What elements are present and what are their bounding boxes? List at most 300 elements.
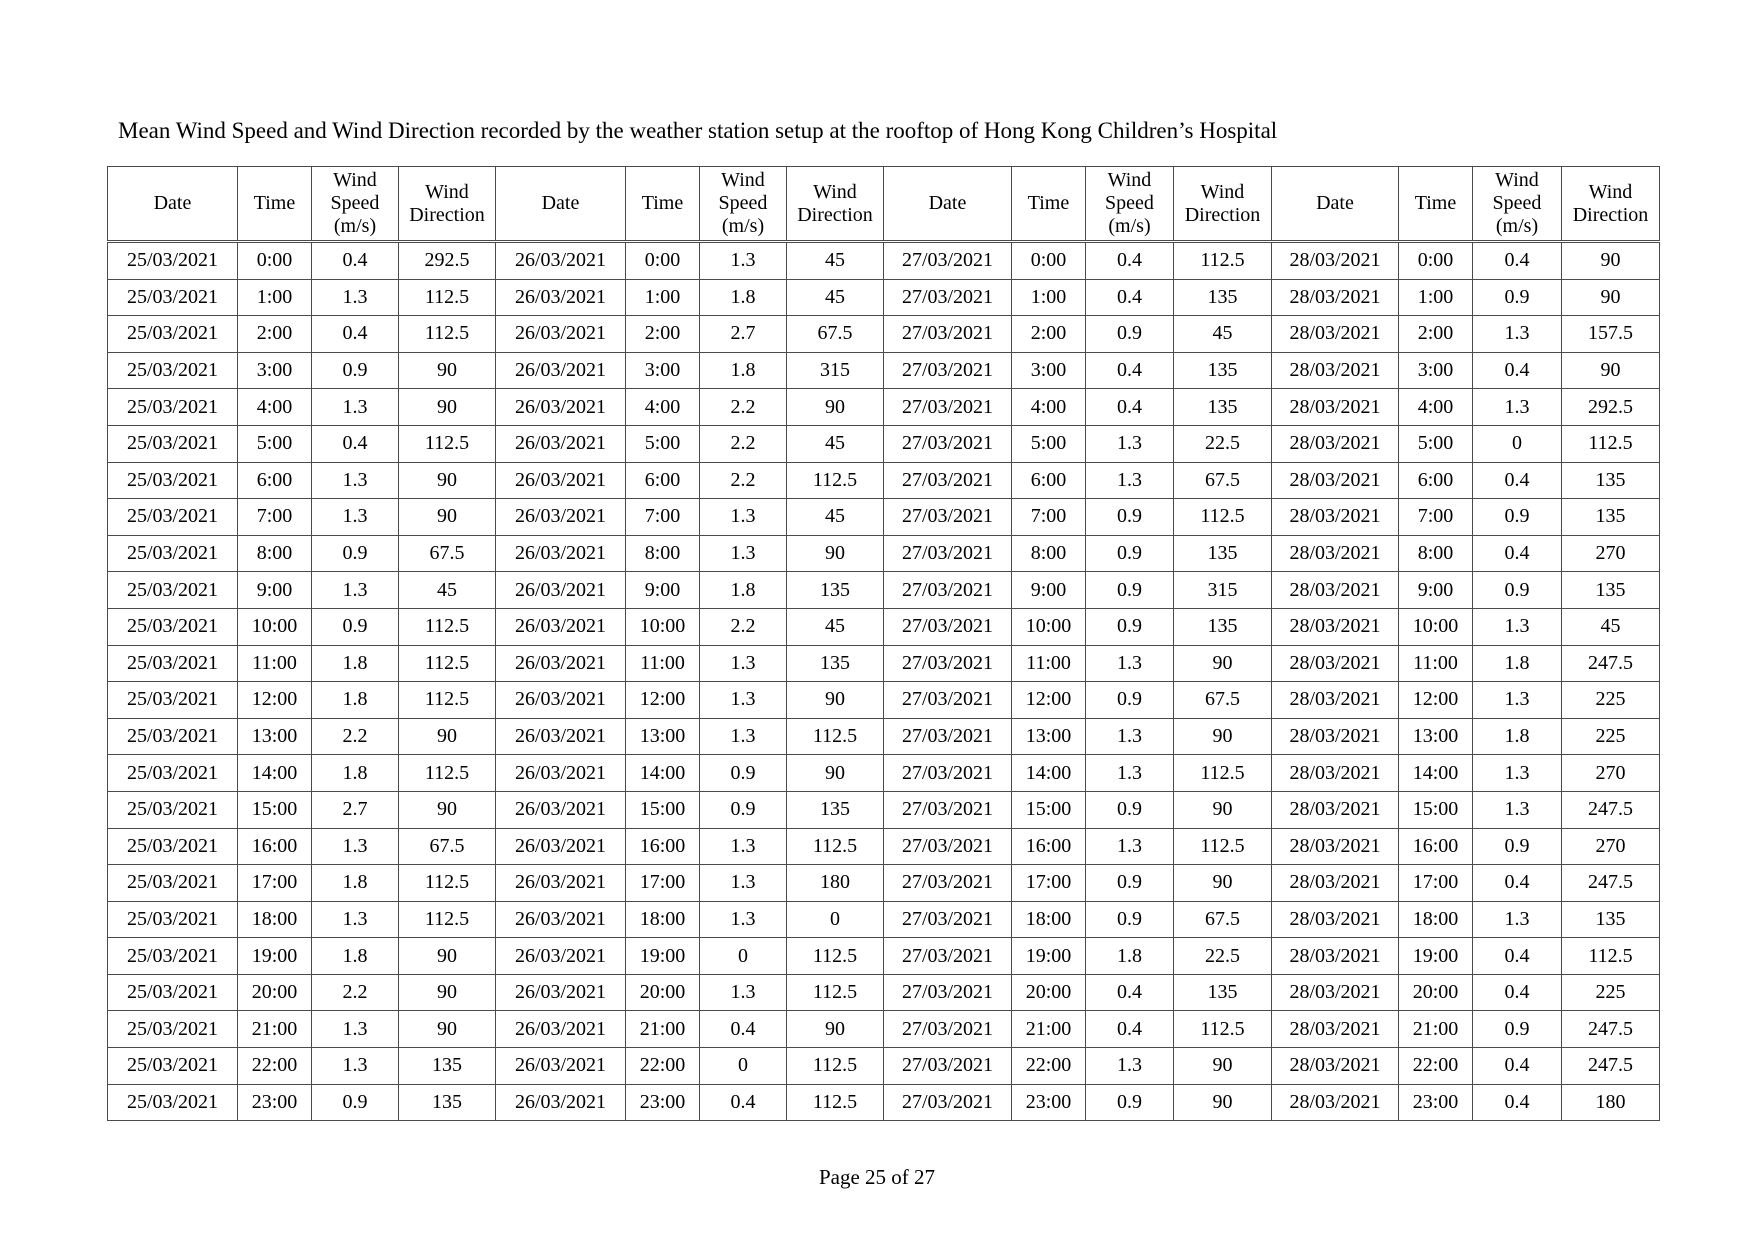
cell-wind-speed: 0.4: [1086, 389, 1174, 426]
cell-wind-speed: 0: [700, 1048, 787, 1085]
cell-wind-direction: 90: [399, 974, 496, 1011]
cell-time: 7:00: [1399, 499, 1473, 536]
cell-time: 19:00: [1012, 938, 1086, 975]
cell-wind-direction: 45: [787, 279, 884, 316]
cell-time: 16:00: [1399, 828, 1473, 865]
cell-date: 28/03/2021: [1272, 462, 1399, 499]
cell-wind-speed: 1.3: [312, 1048, 399, 1085]
cell-wind-speed: 1.3: [700, 499, 787, 536]
cell-wind-speed: 2.2: [700, 389, 787, 426]
cell-wind-speed: 1.3: [1473, 608, 1562, 645]
cell-wind-speed: 0: [1473, 425, 1562, 462]
cell-time: 9:00: [1012, 572, 1086, 609]
cell-wind-speed: 2.7: [700, 316, 787, 353]
table-row: [108, 865, 1660, 902]
cell-date: 26/03/2021: [496, 718, 626, 755]
cell-date: 28/03/2021: [1272, 718, 1399, 755]
cell-time: 4:00: [626, 389, 700, 426]
cell-time: 15:00: [238, 791, 312, 828]
table-row: [108, 425, 1660, 462]
cell-date: 28/03/2021: [1272, 682, 1399, 719]
cell-wind-speed: 1.3: [700, 242, 787, 280]
header-time: Time: [1399, 167, 1473, 242]
cell-time: 8:00: [1012, 535, 1086, 572]
cell-wind-speed: 1.3: [1473, 755, 1562, 792]
cell-wind-speed: 1.3: [312, 389, 399, 426]
table-row: [108, 352, 1660, 389]
cell-time: 18:00: [1012, 901, 1086, 938]
cell-time: 10:00: [1012, 608, 1086, 645]
cell-time: 23:00: [1399, 1084, 1473, 1121]
cell-wind-direction: 45: [1562, 608, 1660, 645]
cell-wind-speed: 0.4: [1473, 535, 1562, 572]
page-number: Page 25 of 27: [818, 1165, 936, 1189]
cell-time: 22:00: [1399, 1048, 1473, 1085]
cell-wind-direction: 270: [1562, 755, 1660, 792]
cell-wind-speed: 0.9: [1086, 1084, 1174, 1121]
cell-time: 16:00: [1012, 828, 1086, 865]
cell-wind-direction: 112.5: [399, 755, 496, 792]
cell-time: 0:00: [238, 242, 312, 280]
cell-time: 17:00: [626, 865, 700, 902]
cell-wind-direction: 135: [1174, 608, 1272, 645]
cell-wind-direction: 135: [1174, 352, 1272, 389]
cell-wind-direction: 270: [1562, 535, 1660, 572]
table-row: [108, 974, 1660, 1011]
header-wind-speed-line: (m/s): [1108, 215, 1151, 237]
cell-wind-direction: 247.5: [1562, 791, 1660, 828]
cell-wind-direction: 0: [787, 901, 884, 938]
header-wind-speed: [700, 167, 787, 242]
table-row: [108, 828, 1660, 865]
cell-wind-speed: 0.9: [700, 791, 787, 828]
cell-wind-direction: 90: [787, 755, 884, 792]
cell-wind-speed: 1.3: [700, 645, 787, 682]
cell-time: 10:00: [1399, 608, 1473, 645]
cell-time: 6:00: [238, 462, 312, 499]
header-wind-direction-line: Wind: [813, 180, 857, 203]
header-date: Date: [884, 167, 1012, 242]
cell-time: 13:00: [238, 718, 312, 755]
cell-date: 28/03/2021: [1272, 535, 1399, 572]
cell-wind-direction: 90: [399, 352, 496, 389]
cell-time: 19:00: [1399, 938, 1473, 975]
cell-time: 11:00: [1399, 645, 1473, 682]
cell-date: 25/03/2021: [108, 1048, 238, 1085]
cell-wind-speed: 1.3: [312, 901, 399, 938]
cell-wind-speed: 1.3: [1086, 828, 1174, 865]
header-wind-speed-line: Wind: [1107, 169, 1152, 191]
cell-wind-speed: 1.3: [700, 718, 787, 755]
cell-date: 25/03/2021: [108, 974, 238, 1011]
cell-date: 25/03/2021: [108, 279, 238, 316]
cell-date: 28/03/2021: [1272, 499, 1399, 536]
cell-wind-direction: 90: [1174, 718, 1272, 755]
cell-wind-direction: 112.5: [787, 1048, 884, 1085]
header-wind-direction: [787, 167, 884, 242]
cell-date: 27/03/2021: [884, 425, 1012, 462]
cell-wind-speed: 2.2: [700, 425, 787, 462]
cell-time: 11:00: [626, 645, 700, 682]
cell-date: 25/03/2021: [108, 645, 238, 682]
header-wind-speed-line: Wind: [333, 169, 377, 191]
cell-date: 25/03/2021: [108, 682, 238, 719]
cell-time: 19:00: [626, 938, 700, 975]
table-row: [108, 645, 1660, 682]
cell-date: 26/03/2021: [496, 425, 626, 462]
cell-date: 26/03/2021: [496, 499, 626, 536]
cell-date: 27/03/2021: [884, 938, 1012, 975]
cell-date: 27/03/2021: [884, 572, 1012, 609]
cell-time: 3:00: [626, 352, 700, 389]
cell-date: 28/03/2021: [1272, 828, 1399, 865]
cell-time: 4:00: [238, 389, 312, 426]
cell-date: 26/03/2021: [496, 755, 626, 792]
cell-wind-speed: 0.4: [1086, 974, 1174, 1011]
cell-wind-speed: 1.3: [700, 682, 787, 719]
cell-wind-speed: 2.2: [312, 718, 399, 755]
cell-wind-direction: 135: [787, 572, 884, 609]
cell-time: 20:00: [1012, 974, 1086, 1011]
cell-date: 26/03/2021: [496, 645, 626, 682]
header-wind-speed-line: Speed: [718, 192, 768, 214]
cell-date: 28/03/2021: [1272, 791, 1399, 828]
cell-wind-speed: 1.3: [1086, 425, 1174, 462]
cell-time: 13:00: [1399, 718, 1473, 755]
cell-date: 27/03/2021: [884, 242, 1012, 280]
cell-wind-speed: 0.4: [1473, 938, 1562, 975]
cell-date: 27/03/2021: [884, 279, 1012, 316]
cell-wind-direction: 135: [1562, 572, 1660, 609]
cell-wind-speed: 0: [700, 938, 787, 975]
cell-wind-speed: 0.4: [312, 425, 399, 462]
cell-wind-direction: 135: [399, 1048, 496, 1085]
cell-time: 6:00: [1399, 462, 1473, 499]
cell-wind-speed: 0.4: [1473, 462, 1562, 499]
cell-wind-direction: 45: [399, 572, 496, 609]
cell-wind-speed: 1.3: [700, 974, 787, 1011]
cell-date: 25/03/2021: [108, 608, 238, 645]
cell-wind-speed: 1.3: [1086, 462, 1174, 499]
cell-wind-speed: 0.4: [1086, 242, 1174, 280]
cell-time: 7:00: [238, 499, 312, 536]
cell-date: 25/03/2021: [108, 499, 238, 536]
cell-wind-direction: 112.5: [1562, 938, 1660, 975]
header-wind-direction: [1174, 167, 1272, 242]
cell-time: 5:00: [1399, 425, 1473, 462]
cell-wind-direction: 22.5: [1174, 425, 1272, 462]
cell-time: 2:00: [238, 316, 312, 353]
cell-time: 4:00: [1399, 389, 1473, 426]
cell-wind-direction: 292.5: [399, 242, 496, 280]
cell-wind-direction: 67.5: [399, 828, 496, 865]
header-wind-speed-line: (m/s): [721, 215, 765, 237]
cell-time: 5:00: [1012, 425, 1086, 462]
cell-wind-direction: 67.5: [1174, 682, 1272, 719]
cell-wind-speed: 1.3: [1086, 645, 1174, 682]
cell-time: 9:00: [238, 572, 312, 609]
cell-date: 26/03/2021: [496, 974, 626, 1011]
cell-wind-direction: 135: [1174, 535, 1272, 572]
cell-wind-direction: 135: [1174, 974, 1272, 1011]
cell-time: 6:00: [1012, 462, 1086, 499]
cell-wind-direction: 112.5: [1174, 1011, 1272, 1048]
cell-date: 25/03/2021: [108, 462, 238, 499]
table-row: [108, 682, 1660, 719]
cell-date: 25/03/2021: [108, 572, 238, 609]
header-wind-direction-line: Wind: [1200, 180, 1245, 203]
cell-wind-direction: 135: [787, 645, 884, 682]
cell-wind-speed: 1.8: [1473, 645, 1562, 682]
cell-date: 25/03/2021: [108, 755, 238, 792]
cell-wind-direction: 112.5: [1174, 499, 1272, 536]
cell-time: 22:00: [626, 1048, 700, 1085]
cell-time: 8:00: [626, 535, 700, 572]
cell-wind-speed: 0.9: [312, 535, 399, 572]
cell-date: 25/03/2021: [108, 242, 238, 280]
cell-wind-direction: 112.5: [399, 645, 496, 682]
cell-date: 26/03/2021: [496, 682, 626, 719]
cell-wind-speed: 0.9: [700, 755, 787, 792]
cell-wind-direction: 112.5: [399, 279, 496, 316]
header-wind-direction-line: Direction: [1184, 203, 1261, 226]
cell-wind-direction: 112.5: [787, 974, 884, 1011]
cell-wind-speed: 1.3: [700, 901, 787, 938]
cell-wind-speed: 0.9: [1086, 865, 1174, 902]
cell-time: 21:00: [1012, 1011, 1086, 1048]
cell-time: 2:00: [626, 316, 700, 353]
cell-time: 5:00: [626, 425, 700, 462]
cell-wind-direction: 90: [1562, 242, 1660, 280]
cell-date: 25/03/2021: [108, 1011, 238, 1048]
cell-date: 25/03/2021: [108, 1084, 238, 1121]
cell-wind-direction: 22.5: [1174, 938, 1272, 975]
cell-time: 0:00: [1399, 242, 1473, 280]
cell-wind-speed: 1.8: [312, 645, 399, 682]
cell-wind-speed: 0.4: [1473, 974, 1562, 1011]
table-row: [108, 316, 1660, 353]
cell-time: 17:00: [1012, 865, 1086, 902]
cell-date: 25/03/2021: [108, 791, 238, 828]
cell-wind-speed: 0.4: [1086, 1011, 1174, 1048]
cell-wind-speed: 1.3: [1473, 791, 1562, 828]
cell-wind-speed: 1.8: [700, 352, 787, 389]
cell-time: 1:00: [626, 279, 700, 316]
header-time: Time: [626, 167, 700, 242]
cell-wind-direction: 67.5: [399, 535, 496, 572]
cell-wind-speed: 0.4: [1086, 279, 1174, 316]
cell-time: 10:00: [626, 608, 700, 645]
cell-date: 26/03/2021: [496, 242, 626, 280]
cell-date: 26/03/2021: [496, 791, 626, 828]
cell-wind-direction: 45: [787, 499, 884, 536]
cell-date: 27/03/2021: [884, 645, 1012, 682]
cell-wind-speed: 1.3: [312, 828, 399, 865]
cell-wind-speed: 1.3: [312, 572, 399, 609]
cell-time: 9:00: [1399, 572, 1473, 609]
cell-time: 11:00: [238, 645, 312, 682]
cell-wind-direction: 90: [787, 389, 884, 426]
cell-wind-direction: 67.5: [1174, 901, 1272, 938]
cell-wind-speed: 0.4: [312, 316, 399, 353]
cell-wind-speed: 1.3: [700, 865, 787, 902]
cell-time: 17:00: [238, 865, 312, 902]
cell-time: 7:00: [1012, 499, 1086, 536]
cell-date: 28/03/2021: [1272, 974, 1399, 1011]
cell-time: 8:00: [238, 535, 312, 572]
cell-wind-direction: 247.5: [1562, 865, 1660, 902]
cell-wind-direction: 90: [1562, 279, 1660, 316]
cell-date: 25/03/2021: [108, 352, 238, 389]
cell-wind-direction: 45: [1174, 316, 1272, 353]
table-row: [108, 242, 1660, 280]
cell-time: 20:00: [238, 974, 312, 1011]
header-wind-speed: [312, 167, 399, 242]
cell-wind-direction: 90: [1562, 352, 1660, 389]
header-date: Date: [1272, 167, 1399, 242]
wind-data-table: [107, 166, 1660, 1121]
cell-date: 28/03/2021: [1272, 389, 1399, 426]
cell-wind-direction: 112.5: [1174, 755, 1272, 792]
cell-wind-speed: 0.4: [1473, 1048, 1562, 1085]
cell-date: 25/03/2021: [108, 938, 238, 975]
cell-wind-speed: 2.2: [312, 974, 399, 1011]
cell-wind-direction: 112.5: [399, 608, 496, 645]
cell-date: 27/03/2021: [884, 462, 1012, 499]
cell-date: 25/03/2021: [108, 389, 238, 426]
cell-wind-speed: 2.2: [700, 608, 787, 645]
table-body: [108, 242, 1660, 1121]
cell-wind-speed: 0.4: [1473, 865, 1562, 902]
header-wind-direction-line: Direction: [409, 203, 485, 226]
cell-wind-direction: 135: [787, 791, 884, 828]
cell-wind-direction: 247.5: [1562, 645, 1660, 682]
header-wind-speed: [1086, 167, 1174, 242]
cell-date: 27/03/2021: [884, 865, 1012, 902]
cell-date: 26/03/2021: [496, 572, 626, 609]
cell-time: 11:00: [1012, 645, 1086, 682]
table-row: [108, 1048, 1660, 1085]
cell-time: 0:00: [1012, 242, 1086, 280]
cell-wind-speed: 1.8: [700, 572, 787, 609]
cell-wind-direction: 225: [1562, 974, 1660, 1011]
cell-wind-direction: 315: [787, 352, 884, 389]
cell-wind-speed: 0.9: [1473, 499, 1562, 536]
cell-wind-direction: 135: [1562, 901, 1660, 938]
cell-date: 26/03/2021: [496, 316, 626, 353]
cell-wind-speed: 1.8: [1473, 718, 1562, 755]
cell-wind-direction: 90: [787, 535, 884, 572]
header-wind-speed: [1473, 167, 1562, 242]
cell-wind-direction: 112.5: [399, 901, 496, 938]
cell-wind-speed: 1.3: [312, 462, 399, 499]
cell-time: 22:00: [1012, 1048, 1086, 1085]
cell-wind-direction: 90: [399, 938, 496, 975]
cell-time: 22:00: [238, 1048, 312, 1085]
cell-time: 2:00: [1012, 316, 1086, 353]
cell-date: 28/03/2021: [1272, 1011, 1399, 1048]
cell-wind-direction: 315: [1174, 572, 1272, 609]
cell-wind-speed: 1.8: [312, 682, 399, 719]
cell-date: 28/03/2021: [1272, 352, 1399, 389]
cell-wind-direction: 90: [1174, 1084, 1272, 1121]
cell-date: 26/03/2021: [496, 901, 626, 938]
cell-date: 25/03/2021: [108, 901, 238, 938]
cell-wind-speed: 0.9: [1086, 791, 1174, 828]
cell-date: 28/03/2021: [1272, 1048, 1399, 1085]
cell-time: 16:00: [626, 828, 700, 865]
cell-time: 1:00: [1012, 279, 1086, 316]
cell-wind-direction: 90: [399, 1011, 496, 1048]
header-wind-speed-line: (m/s): [333, 215, 377, 237]
cell-wind-speed: 0.9: [1473, 279, 1562, 316]
cell-wind-direction: 112.5: [399, 865, 496, 902]
cell-date: 25/03/2021: [108, 828, 238, 865]
cell-time: 18:00: [626, 901, 700, 938]
cell-date: 26/03/2021: [496, 462, 626, 499]
header-wind-direction-line: Direction: [797, 203, 873, 226]
cell-time: 12:00: [626, 682, 700, 719]
cell-wind-speed: 1.8: [700, 279, 787, 316]
cell-time: 3:00: [238, 352, 312, 389]
cell-wind-direction: 112.5: [787, 938, 884, 975]
cell-wind-direction: 112.5: [1174, 828, 1272, 865]
cell-wind-speed: 1.3: [1086, 718, 1174, 755]
cell-wind-direction: 135: [1174, 389, 1272, 426]
cell-date: 26/03/2021: [496, 938, 626, 975]
cell-time: 14:00: [238, 755, 312, 792]
cell-wind-speed: 0.9: [1473, 1011, 1562, 1048]
cell-wind-direction: 90: [399, 462, 496, 499]
table-row: [108, 279, 1660, 316]
cell-date: 27/03/2021: [884, 316, 1012, 353]
cell-time: 17:00: [1399, 865, 1473, 902]
cell-wind-direction: 90: [1174, 645, 1272, 682]
cell-time: 21:00: [238, 1011, 312, 1048]
header-wind-speed-line: Speed: [330, 192, 380, 214]
cell-wind-speed: 0.4: [700, 1084, 787, 1121]
cell-wind-speed: 1.3: [700, 828, 787, 865]
table-row: [108, 572, 1660, 609]
cell-wind-direction: 112.5: [787, 462, 884, 499]
header-wind-speed-line: Wind: [721, 169, 765, 191]
cell-wind-speed: 0.4: [1473, 242, 1562, 280]
header-wind-direction: [1562, 167, 1660, 242]
cell-time: 3:00: [1012, 352, 1086, 389]
cell-wind-direction: 270: [1562, 828, 1660, 865]
cell-date: 28/03/2021: [1272, 755, 1399, 792]
cell-time: 20:00: [626, 974, 700, 1011]
table-row: [108, 1084, 1660, 1121]
cell-wind-speed: 1.3: [1473, 682, 1562, 719]
cell-wind-speed: 0.9: [1473, 828, 1562, 865]
cell-date: 27/03/2021: [884, 389, 1012, 426]
cell-date: 26/03/2021: [496, 828, 626, 865]
cell-date: 27/03/2021: [884, 974, 1012, 1011]
cell-date: 27/03/2021: [884, 682, 1012, 719]
cell-wind-direction: 292.5: [1562, 389, 1660, 426]
cell-time: 1:00: [238, 279, 312, 316]
cell-wind-speed: 1.3: [1473, 316, 1562, 353]
cell-time: 23:00: [238, 1084, 312, 1121]
header-row: [108, 167, 1660, 242]
cell-wind-speed: 2.7: [312, 791, 399, 828]
cell-time: 18:00: [1399, 901, 1473, 938]
cell-wind-direction: 247.5: [1562, 1011, 1660, 1048]
cell-time: 10:00: [238, 608, 312, 645]
cell-wind-direction: 90: [1174, 1048, 1272, 1085]
table-row: [108, 608, 1660, 645]
